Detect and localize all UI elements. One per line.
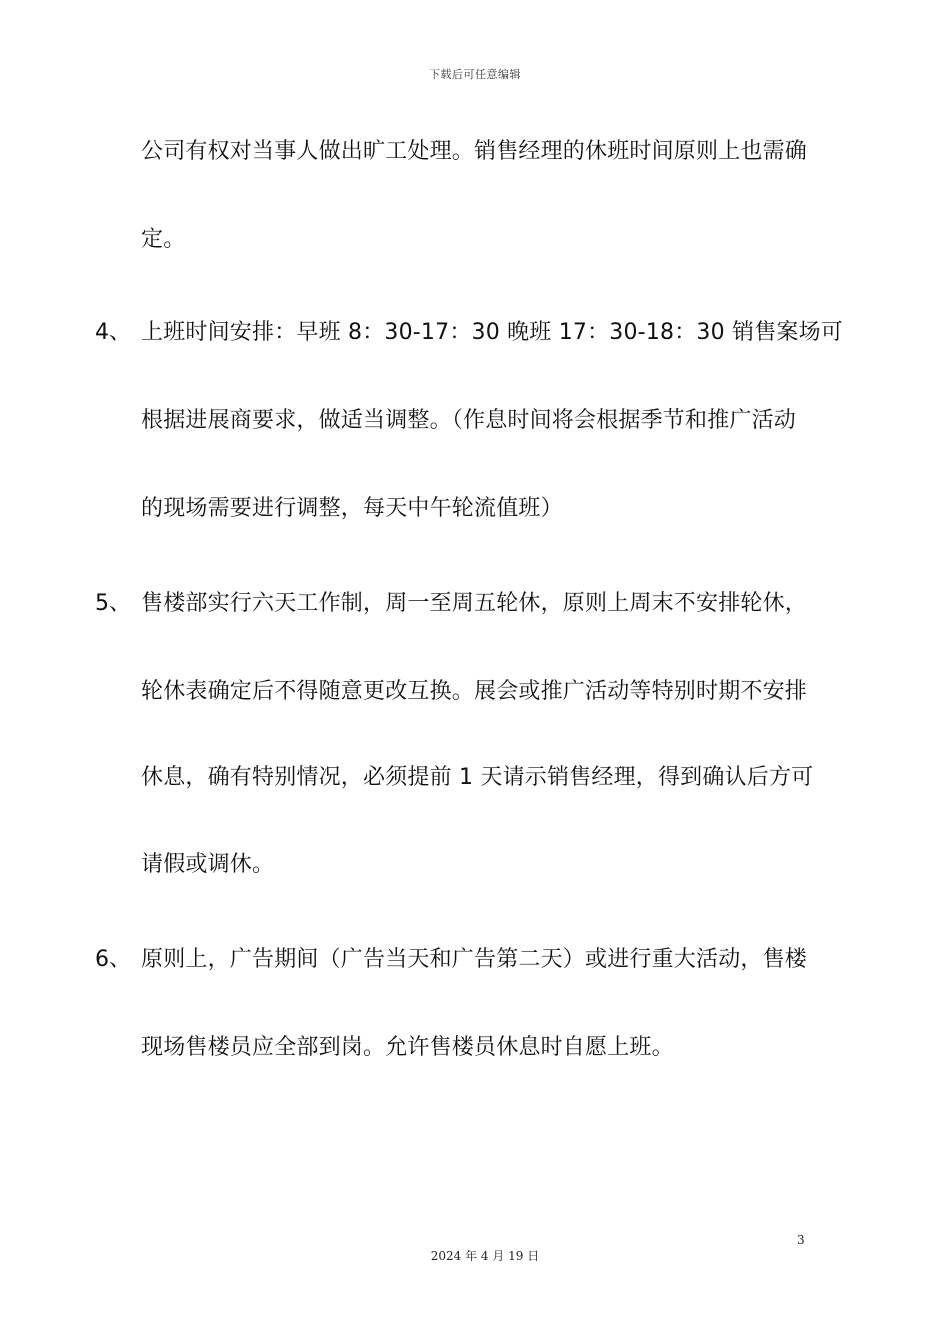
paragraph-line: 定。 bbox=[141, 227, 186, 252]
paragraph-line: 现场售楼员应全部到岗。允许售楼员休息时自愿上班。 bbox=[141, 1035, 674, 1060]
page-number: 3 bbox=[797, 1233, 805, 1247]
list-number: 6、 bbox=[95, 947, 131, 972]
list-number: 5、 bbox=[95, 591, 131, 616]
paragraph-line: 的现场需要进行调整，每天中午轮流值班） bbox=[141, 496, 563, 521]
paragraph-line: 上班时间安排：早班 8：30-17：30 晚班 17：30-18：30 销售案场可 bbox=[141, 320, 844, 345]
list-number: 4、 bbox=[95, 320, 131, 345]
paragraph-line: 售楼部实行六天工作制，周一至周五轮休，原则上周末不安排轮休， bbox=[141, 591, 808, 616]
paragraph-line: 请假或调休。 bbox=[141, 852, 275, 877]
page-header: 下载后可任意编辑 bbox=[429, 68, 521, 81]
paragraph-line: 根据进展商要求，做适当调整。（作息时间将会根据季节和推广活动 bbox=[141, 408, 797, 433]
paragraph-line: 轮休表确定后不得随意更改互换。展会或推广活动等特别时期不安排 bbox=[141, 679, 808, 704]
paragraph-line: 公司有权对当事人做出旷工处理。销售经理的休班时间原则上也需确 bbox=[141, 139, 808, 164]
footer-date: 2024 年 4 月 19 日 bbox=[430, 1249, 540, 1263]
paragraph-line: 休息，确有特别情况，必须提前 1 天请示销售经理，得到确认后方可 bbox=[141, 765, 814, 790]
paragraph-line: 原则上，广告期间（广告当天和广告第二天）或进行重大活动，售楼 bbox=[141, 947, 808, 972]
